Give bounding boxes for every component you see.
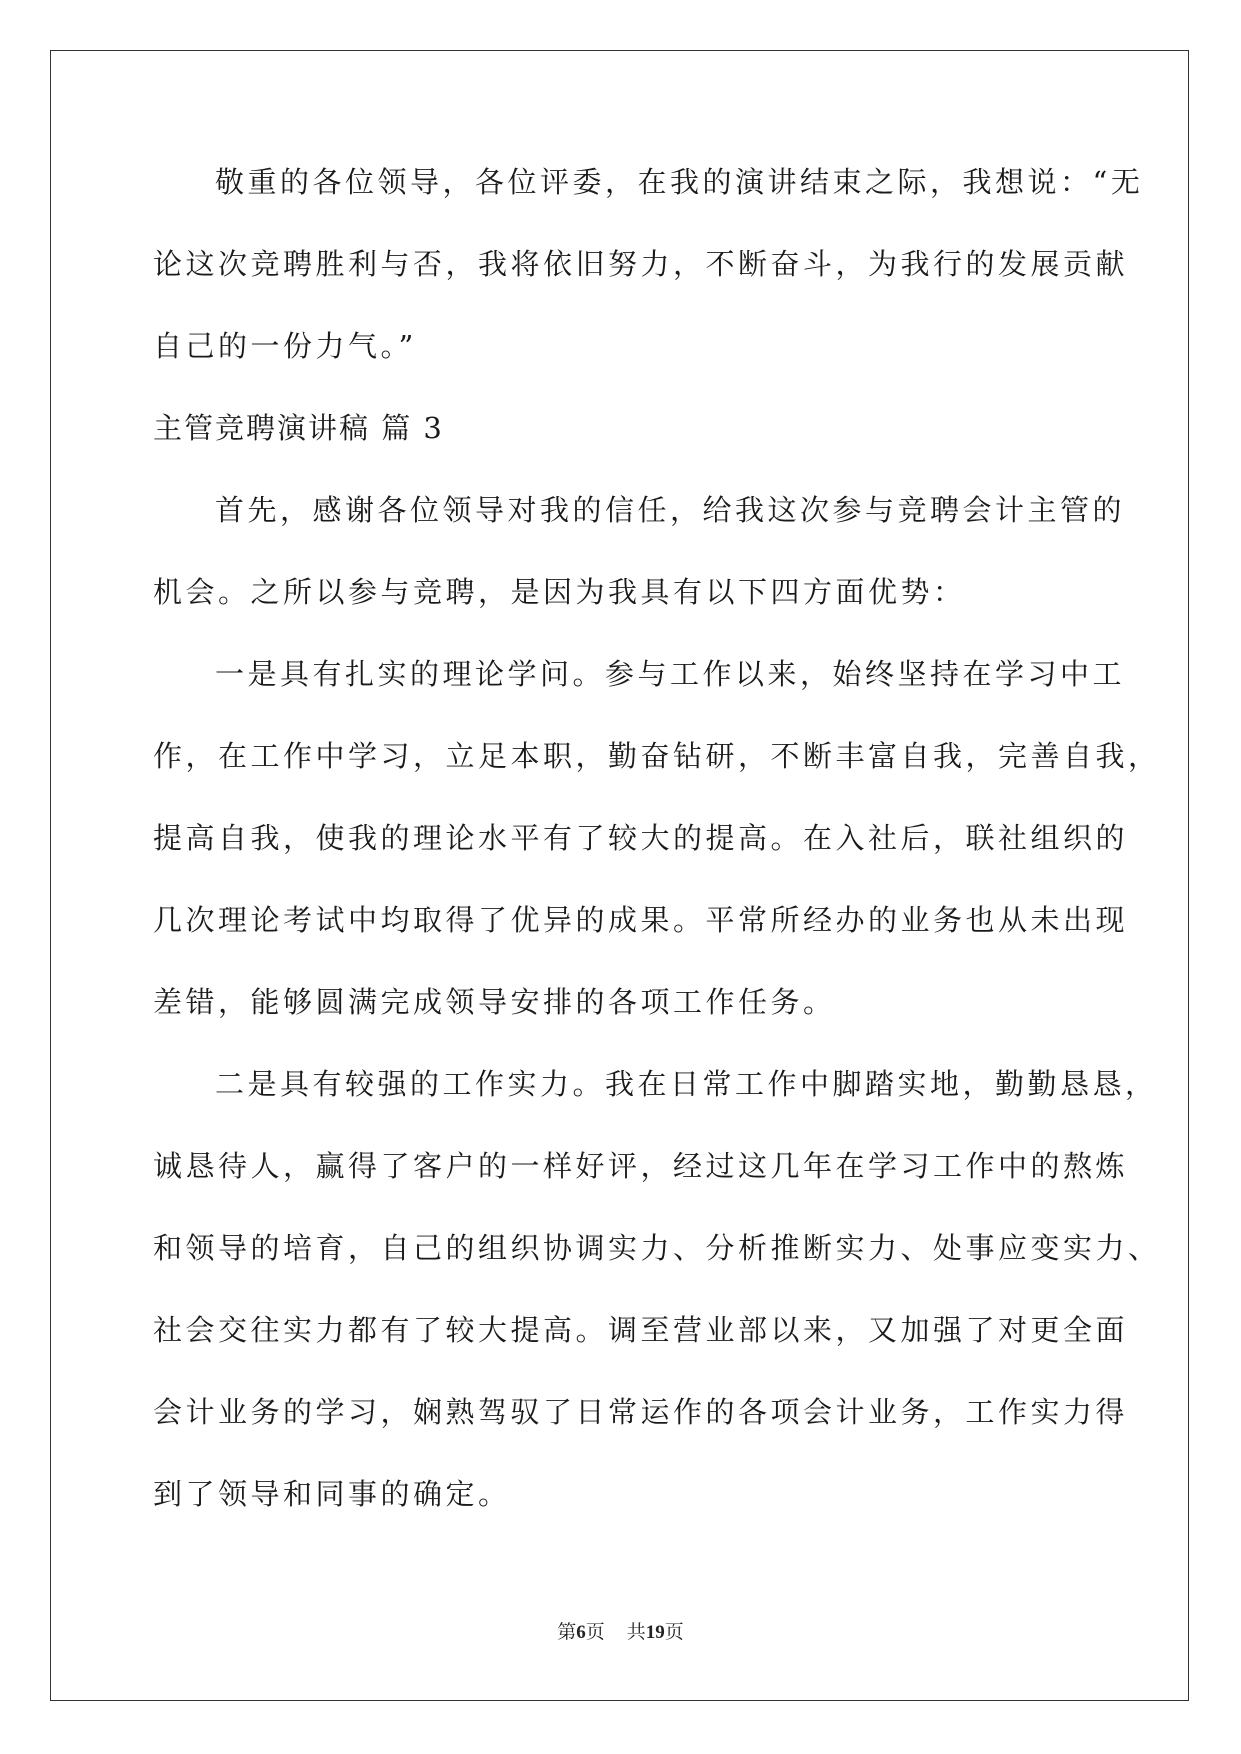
text-line: 提高自我，使我的理论水平有了较大的提高。在入社后，联社组织的 [153,821,1129,855]
text-line: 首先，感谢各位领导对我的信任，给我这次参与竞聘会计主管的 [215,493,1126,527]
text-line: 和领导的培育，自己的组织协调实力、分析推断实力、处事应变实力、 [153,1231,1161,1265]
footer-total-suffix: 页 [664,1621,684,1643]
text-line: 诚恳待人，赢得了客户的一样好评，经过这几年在学习工作中的熬炼 [153,1149,1129,1183]
document-body [153,158,1161,1552]
text-line: 作，在工作中学习，立足本职，勤奋钻研，不断丰富自我，完善自我， [153,739,1161,773]
total-page-number: 19 [645,1622,665,1643]
section-heading: 主管竞聘演讲稿 篇 3 [153,411,444,445]
text-line: 机会。之所以参与竞聘，是因为我具有以下四方面优势： [153,575,966,609]
text-line: 会计业务的学习，娴熟驾驭了日常运作的各项会计业务，工作实力得 [153,1395,1129,1429]
footer-prefix: 第 [557,1621,577,1643]
text-line: 自己的一份力气。” [153,329,417,363]
text-line: 到了领导和同事的确定。 [153,1477,511,1511]
text-line: 敬重的各位领导，各位评委，在我的演讲结束之际，我想说：“无 [215,165,1144,199]
text-line: 论这次竞聘胜利与否，我将依旧努力，不断奋斗，为我行的发展贡献 [153,247,1129,281]
page-footer [0,1620,1241,1645]
text-line: 社会交往实力都有了较大提高。调至营业部以来，又加强了对更全面 [153,1313,1129,1347]
text-line: 一是具有扎实的理论学问。参与工作以来，始终坚持在学习中工 [215,657,1126,691]
text-line: 几次理论考试中均取得了优异的成果。平常所经办的业务也从未出现 [153,903,1129,937]
current-page-number: 6 [576,1622,586,1643]
footer-total-prefix: 共 [626,1621,646,1643]
text-line: 差错，能够圆满完成领导安排的各项工作任务。 [153,985,836,1019]
footer-page-word: 页 [585,1621,605,1643]
text-line: 二是具有较强的工作实力。我在日常工作中脚踏实地，勤勤恳恳， [215,1067,1158,1101]
